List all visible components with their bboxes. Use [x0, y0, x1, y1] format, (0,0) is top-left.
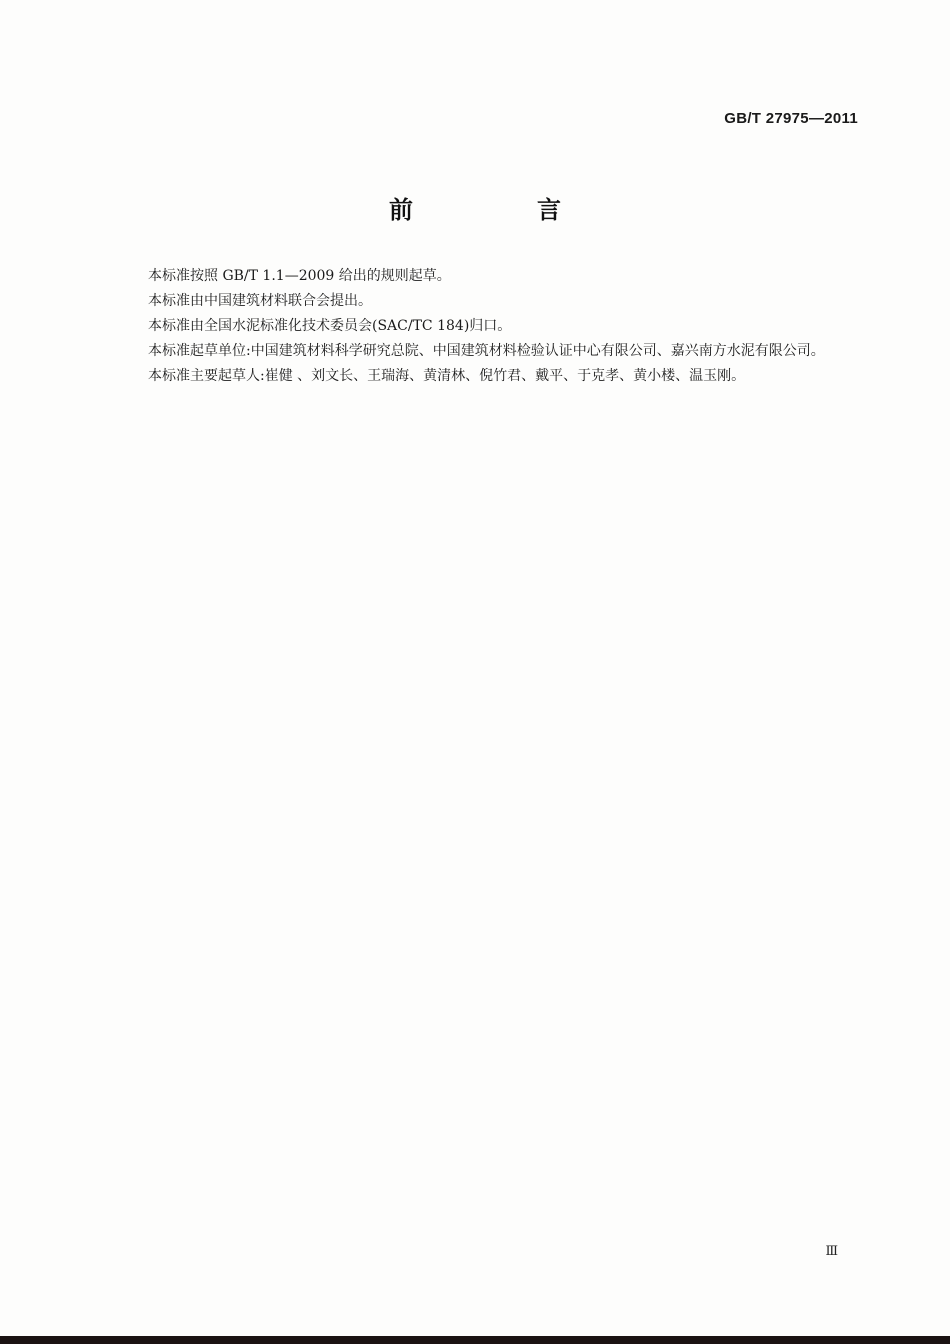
paragraph-proposer: 本标准由中国建筑材料联合会提出。 [148, 293, 372, 309]
foreword-body [117, 264, 857, 389]
page-number: Ⅲ [825, 1244, 838, 1259]
scan-bottom-edge [0, 1336, 950, 1344]
paragraph-centralized-unit: 本标准由全国水泥标准化技术委员会(SAC/TC 184)归口。 [148, 318, 512, 334]
paragraph-main-drafters: 本标准主要起草人:崔健 、刘文长、王瑞海、黄清林、倪竹君、戴平、于克孝、黄小楼、温玉刚。 [148, 368, 746, 384]
paragraph-drafting-organizations: 本标准起草单位:中国建筑材料科学研究总院、中国建筑材料检验认证中心有限公司、嘉兴南方水泥有限公司。 [148, 343, 825, 359]
paragraph-drafting-rules: 本标准按照 GB/T 1.1—2009 给出的规则起草。 [148, 268, 451, 284]
page-title: 前 言 [389, 196, 611, 224]
standard-code: GB/T 27975—2011 [724, 110, 858, 127]
